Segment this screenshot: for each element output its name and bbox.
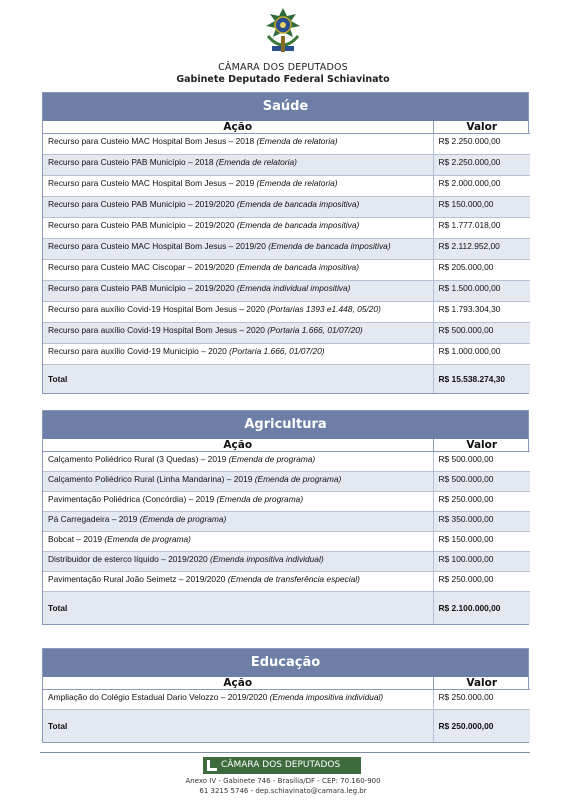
letterhead — [0, 6, 566, 85]
footer-address: Anexo IV - Gabinete 746 - Brasília/DF - CEP: 70.160-900 — [185, 777, 381, 785]
table-row: Recurso para Custeio PAB Município – 2019/2020 (Emenda individual impositiva) R$ 1.500.000,00 — [43, 281, 530, 302]
chamber-title: CÂMARA DOS DEPUTADOS — [218, 62, 348, 73]
row-value: R$ 500.000,00 — [433, 452, 530, 472]
column-header-value: Valor — [433, 677, 530, 690]
row-value: R$ 350.000,00 — [433, 512, 530, 532]
total-row — [43, 710, 530, 742]
column-header-action: Ação — [43, 121, 433, 134]
table-row: Recurso para Custeio MAC Hospital Bom Jesus – 2019 (Emenda de relatoria) R$ 2.000.000,00 — [43, 176, 530, 197]
row-value: R$ 1.500.000,00 — [433, 281, 530, 302]
total-value: R$ 15.538.274,30 — [433, 365, 530, 393]
table-row: Pavimentação Rural João Seimetz – 2019/2020 (Emenda de transferência especial) R$ 250.000,00 — [43, 572, 530, 592]
table-row: Recurso para Custeio PAB Município – 2019/2020 (Emenda de bancada impositiva) R$ 150.000,00 — [43, 197, 530, 218]
row-value: R$ 150.000,00 — [433, 197, 530, 218]
total-label: Total — [43, 710, 433, 742]
section-title: Saúde — [43, 93, 528, 121]
office-subtitle: Gabinete Deputado Federal Schiavinato — [176, 74, 390, 85]
table-row: Ampliação do Colégio Estadual Dario Velozzo – 2019/2020 (Emenda impositiva individual) R$ 250.000,00 — [43, 690, 530, 710]
section-title: Educação — [43, 649, 528, 677]
row-value: R$ 205.000,00 — [433, 260, 530, 281]
column-header-action: Ação — [43, 439, 433, 452]
table-row: Calçamento Poliédrico Rural (Linha Mandarina) – 2019 (Emenda de programa) R$ 500.000,00 — [43, 472, 530, 492]
row-value: R$ 2.250.000,00 — [433, 134, 530, 155]
section-title: Agricultura — [43, 411, 528, 439]
row-value: R$ 2.000.000,00 — [433, 176, 530, 197]
row-value: R$ 100.000,00 — [433, 552, 530, 572]
row-value: R$ 1.777.018,00 — [433, 218, 530, 239]
section-educacao — [42, 648, 529, 743]
total-value: R$ 250.000,00 — [433, 710, 530, 742]
table-row: Pá Carregadeira – 2019 (Emenda de programa) R$ 350.000,00 — [43, 512, 530, 532]
row-value: R$ 500.000,00 — [433, 323, 530, 344]
row-value: R$ 2.112.952,00 — [433, 239, 530, 260]
column-header-value: Valor — [433, 121, 530, 134]
table-row: Recurso para Custeio PAB Município – 2018 (Emenda de relatoria) R$ 2.250.000,00 — [43, 155, 530, 176]
total-label: Total — [43, 365, 433, 393]
footer-logo — [203, 757, 361, 774]
table-row: Recurso para auxílio Covid-19 Município – 2020 (Portaria 1.666, 01/07/20) R$ 1.000.000,00 — [43, 344, 530, 365]
column-header-action: Ação — [43, 677, 433, 690]
table-row: Recurso para auxílio Covid-19 Hospital Bom Jesus – 2020 (Portaria 1.666, 01/07/20) R$ 500.000,00 — [43, 323, 530, 344]
row-value: R$ 250.000,00 — [433, 572, 530, 592]
section-saude — [42, 92, 529, 394]
row-value: R$ 500.000,00 — [433, 472, 530, 492]
row-value: R$ 2.250.000,00 — [433, 155, 530, 176]
footer-contact: 61 3215 5746 - dep.schiavinato@camara.leg.br — [199, 787, 367, 795]
agricultura-table — [43, 439, 530, 624]
section-agricultura — [42, 410, 529, 625]
saude-table — [43, 121, 530, 393]
total-label: Total — [43, 592, 433, 624]
table-row: Distribuidor de esterco líquido – 2019/2020 (Emenda impositiva individual) R$ 100.000,00 — [43, 552, 530, 572]
table-row: Recurso para Custeio MAC Hospital Bom Jesus – 2019/20 (Emenda de bancada impositiva) R$ 2.112.952,00 — [43, 239, 530, 260]
table-row: Recurso para Custeio PAB Município – 2019/2020 (Emenda de bancada impositiva) R$ 1.777.018,00 — [43, 218, 530, 239]
chamber-logo-icon — [207, 760, 217, 771]
table-row: Calçamento Poliédrico Rural (3 Quedas) – 2019 (Emenda de programa) R$ 500.000,00 — [43, 452, 530, 472]
table-row: Recurso para Custeio MAC Ciscopar – 2019/2020 (Emenda de bancada impositiva) R$ 205.000,00 — [43, 260, 530, 281]
table-row: Bobcat – 2019 (Emenda de programa) R$ 150.000,00 — [43, 532, 530, 552]
table-row: Recurso para Custeio MAC Hospital Bom Jesus – 2018 (Emenda de relatoria) R$ 2.250.000,00 — [43, 134, 530, 155]
total-row — [43, 592, 530, 624]
table-row: Pavimentação Poliédrica (Concórdia) – 2019 (Emenda de programa) R$ 250.000,00 — [43, 492, 530, 512]
table-row: Recurso para auxílio Covid-19 Hospital Bom Jesus – 2020 (Portarias 1393 e1.448, 05/20) R$ 1.793.304,30 — [43, 302, 530, 323]
coat-of-arms-icon — [260, 6, 306, 58]
row-value: R$ 150.000,00 — [433, 532, 530, 552]
row-value: R$ 1.793.304,30 — [433, 302, 530, 323]
footer-logo-text: CÂMARA DOS DEPUTADOS — [221, 760, 341, 770]
educacao-table — [43, 677, 530, 742]
row-value: R$ 1.000.000,00 — [433, 344, 530, 365]
row-value: R$ 250.000,00 — [433, 690, 530, 710]
total-row — [43, 365, 530, 393]
total-value: R$ 2.100.000,00 — [433, 592, 530, 624]
row-value: R$ 250.000,00 — [433, 492, 530, 512]
footer-divider — [40, 752, 530, 753]
column-header-value: Valor — [433, 439, 530, 452]
